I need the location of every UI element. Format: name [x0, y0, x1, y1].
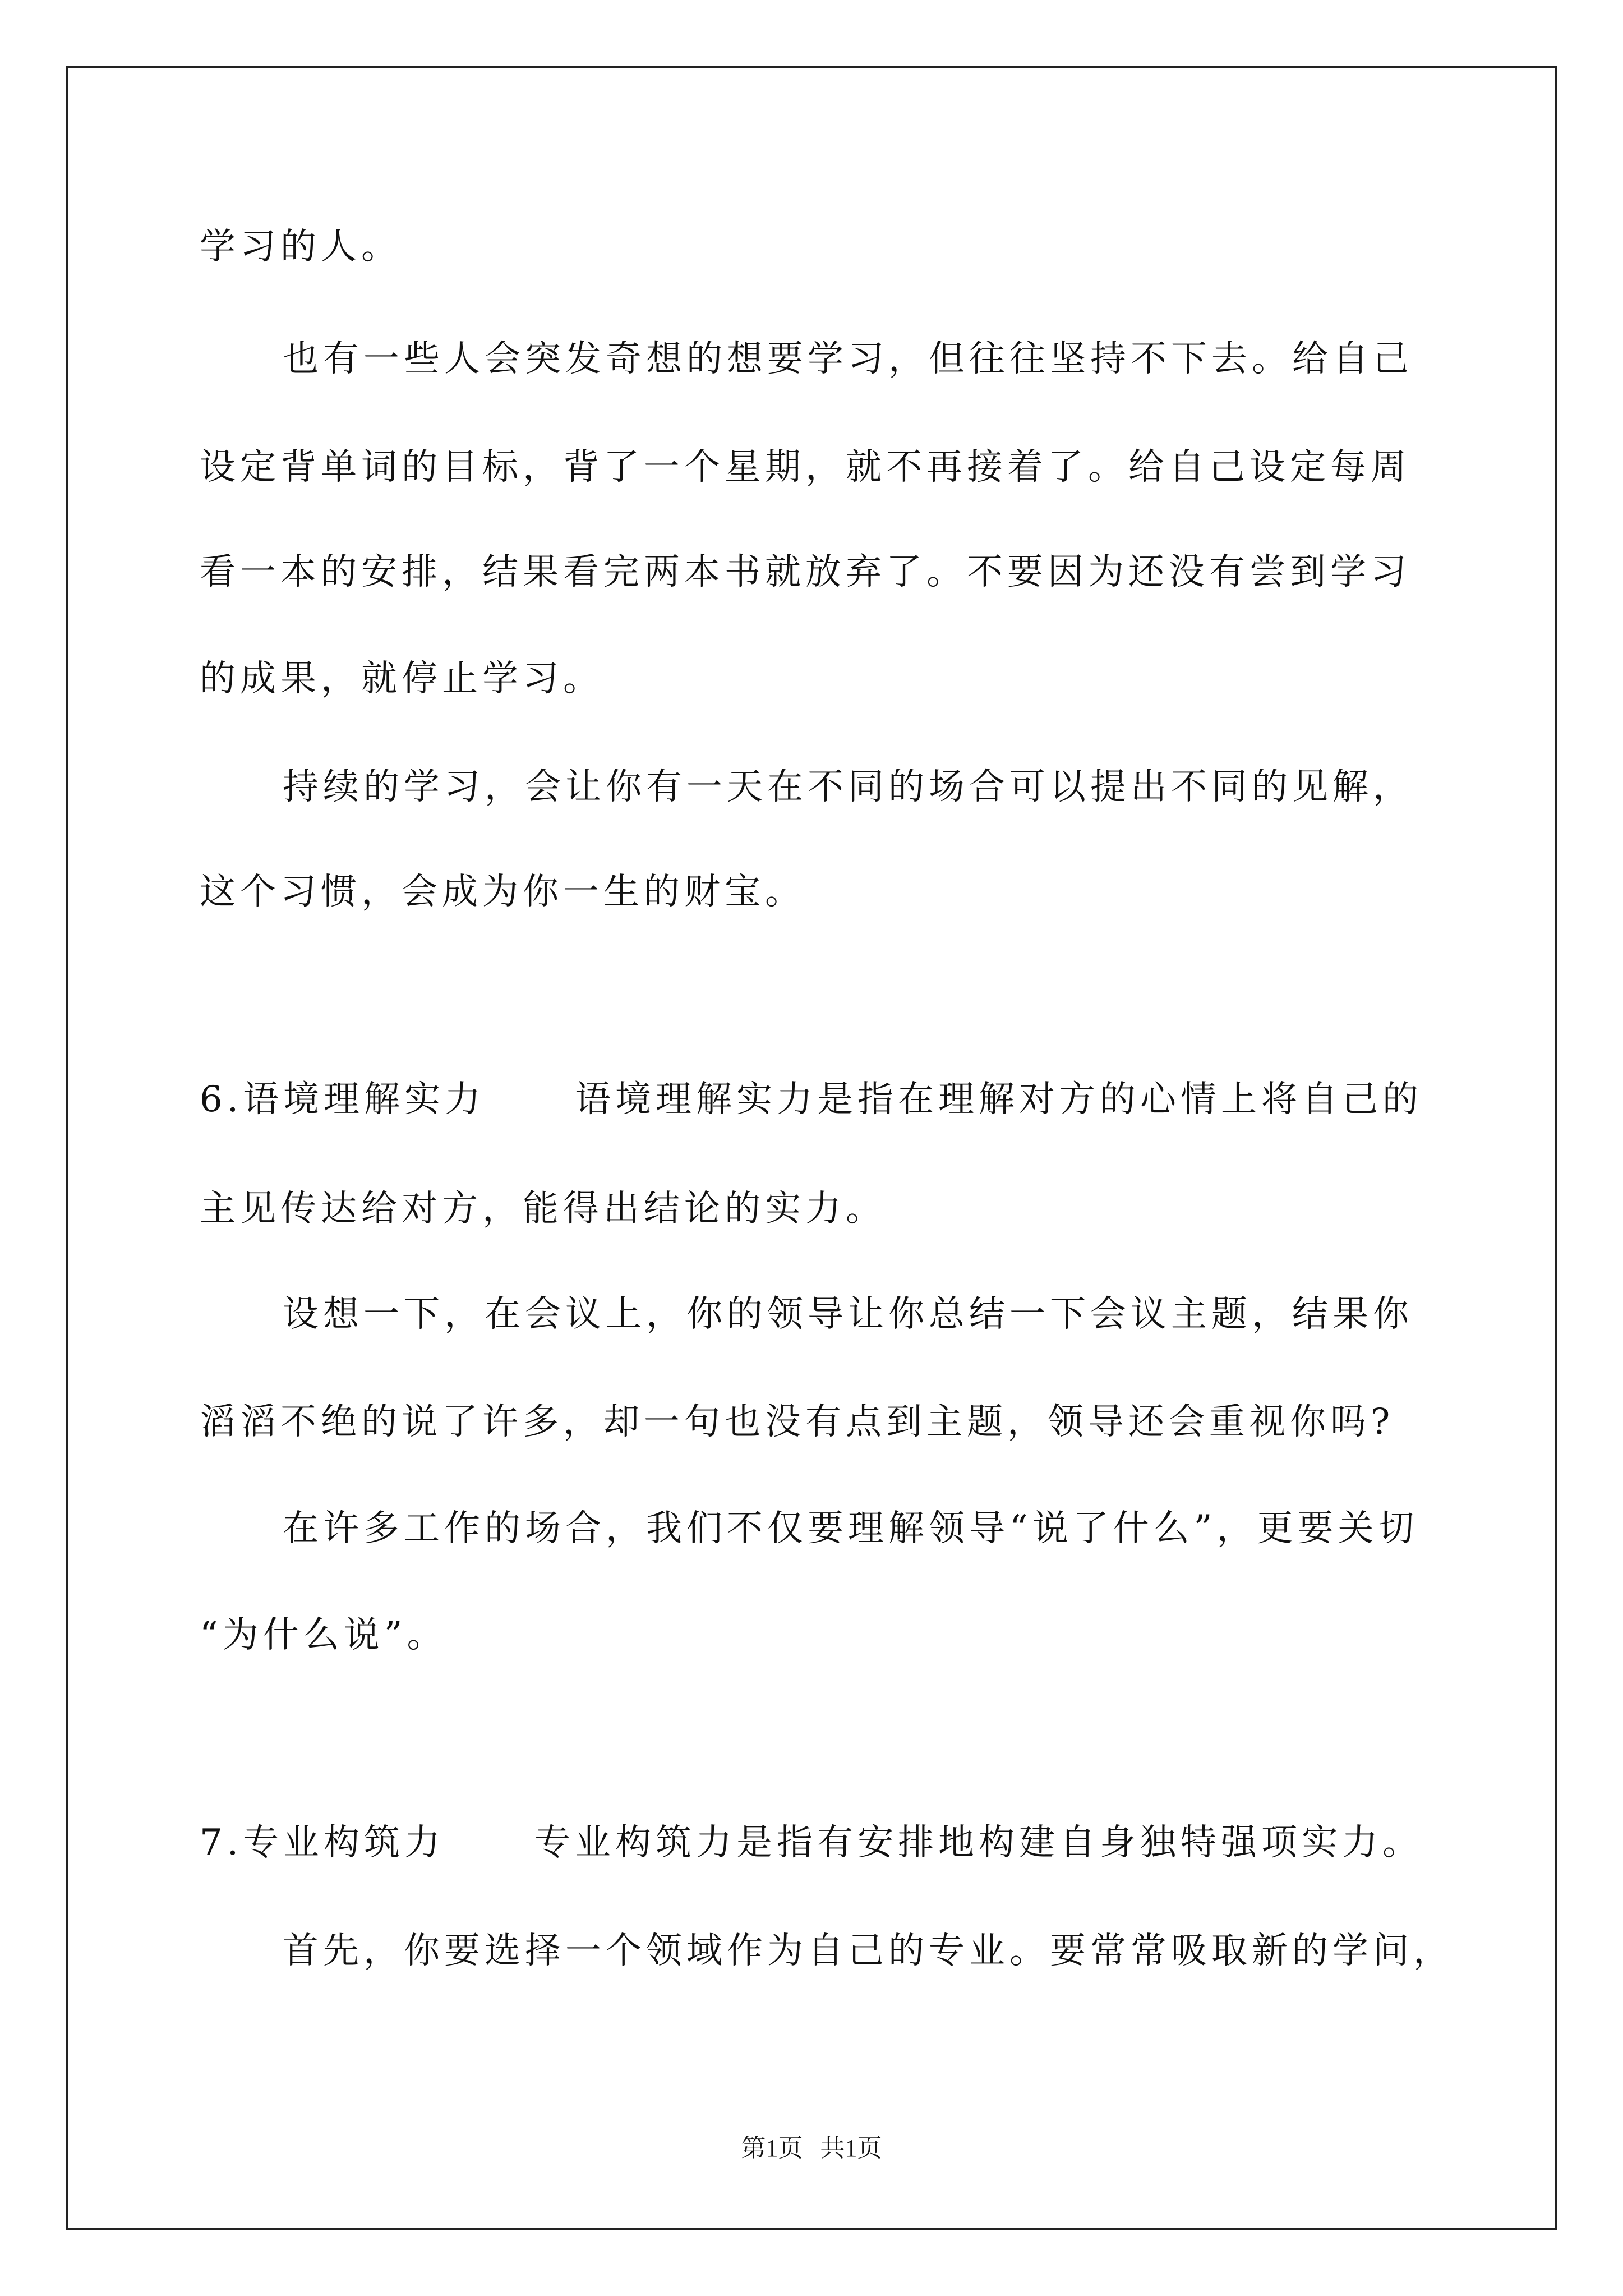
page-total: 共1页 — [820, 2134, 882, 2162]
section-heading-7-term: 7.专业构筑力 — [200, 1822, 445, 1864]
section-heading-7-text: 专业构筑力是指有安排地构建自身独特强项实力。 — [534, 1822, 1423, 1864]
paragraph-line: 在许多工作的场合，我们不仅要理解领导“说了什么”，更要关切 — [283, 1508, 1419, 1549]
paragraph-line: 这个习惯，会成为你一生的财宝。 — [200, 871, 805, 913]
paragraph-line: “为什么说”。 — [200, 1614, 448, 1656]
paragraph-line: 看一本的安排，结果看完两本书就放弃了。不要因为还没有尝到学习 — [200, 551, 1411, 593]
paragraph-line: 滔滔不绝的说了许多，却一句也没有点到主题，领导还会重视你吗? — [200, 1401, 1395, 1443]
paragraph-line: 首先，你要选择一个领域作为自己的专业。要常常吸取新的学问， — [283, 1930, 1454, 1972]
section-heading-6 — [200, 1074, 1423, 1125]
paragraph-line: 设定背单词的目标，背了一个星期，就不再接着了。给自己设定每周 — [200, 447, 1411, 488]
paragraph-line: 设想一下，在会议上，你的领导让你总结一下会议主题，结果你 — [283, 1294, 1413, 1335]
page-footer — [0, 2132, 1623, 2165]
paragraph-line: 的成果，就停止学习。 — [200, 658, 603, 700]
page-border — [66, 66, 1557, 2230]
paragraph-line: 持续的学习，会让你有一天在不同的场合可以提出不同的见解， — [283, 766, 1413, 808]
section-heading-6-term: 6.语境理解实力 — [200, 1079, 486, 1120]
section-heading-7 — [200, 1818, 1423, 1868]
section-heading-6-text: 语境理解实力是指在理解对方的心情上将自己的 — [575, 1079, 1423, 1120]
paragraph-line: 学习的人。 — [200, 226, 402, 268]
page-number: 第1页 — [741, 2134, 803, 2162]
paragraph-line: 主见传达给对方，能得出结论的实力。 — [200, 1188, 886, 1230]
paragraph-line: 也有一些人会突发奇想的想要学习，但往往坚持不下去。给自己 — [283, 338, 1413, 380]
